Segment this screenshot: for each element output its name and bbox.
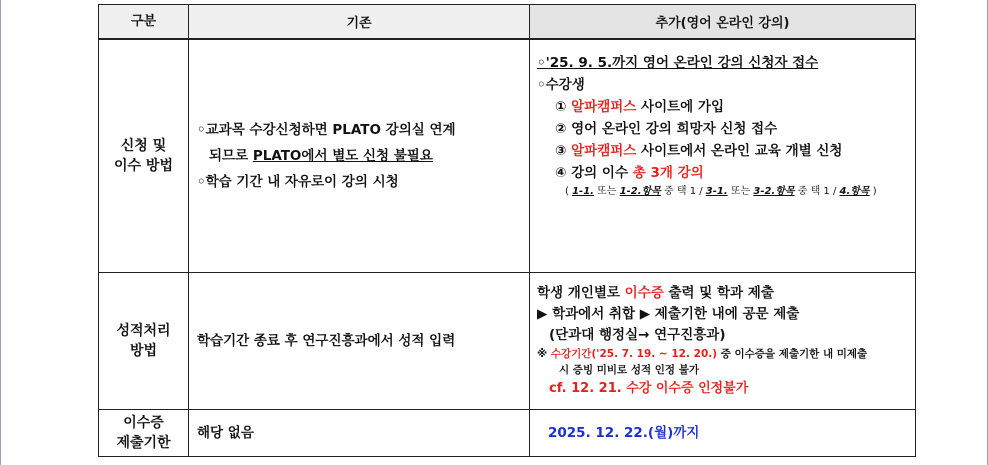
added-grading-cell — [530, 272, 916, 409]
existing-line: 되므로 PLATO에서 별도 신청 불필요 — [209, 147, 433, 164]
added-line: 학생 개인별로 이수증 출력 및 학과 제출 — [537, 284, 774, 301]
table-header-row — [99, 5, 916, 40]
existing-line: ◦교과목 수강신청하면 PLATO 강의실 연계 — [197, 121, 456, 138]
header-added: 추가(영어 온라인 강의) — [530, 5, 916, 40]
header-existing: 기존 — [189, 5, 530, 40]
existing-line: ◦학습 기간 내 자유로이 강의 시청 — [197, 173, 399, 190]
cf-note: cf. 12. 21. 수강 이수증 인정불가 — [549, 380, 749, 396]
notice-line-2: 시 증빙 미비로 성적 인정 불가 — [559, 363, 699, 376]
existing-application-cell — [189, 39, 530, 272]
existing-deadline-cell: 해당 없음 — [189, 409, 530, 456]
table-row-application — [99, 39, 916, 272]
course-choice-note: ( 1-1. 또는 1-2.항목 중 택 1 / 3-1. 또는 3-2.항목 중 택 1 / 4.항목 ) — [565, 186, 877, 198]
comparison-table — [98, 4, 916, 457]
added-deadline-cell: 2025. 12. 22.(월)까지 — [530, 409, 916, 456]
step-1: ① 알파캠퍼스 사이트에 가입 — [555, 99, 725, 116]
table-row-deadline — [99, 409, 916, 456]
added-line: ▶ 학과에서 취합 ▶ 제출기한 내에 공문 제출 — [537, 305, 800, 322]
step-4: ④ 강의 이수 총 3개 강의 — [555, 165, 704, 182]
row-label-application: 신청 및 이수 방법 — [99, 39, 189, 272]
added-application-cell — [530, 39, 916, 272]
row-label-deadline: 이수증 제출기한 — [99, 409, 189, 456]
table-row-grading — [99, 272, 916, 409]
header-category: 구분 — [99, 5, 189, 40]
step-2: ② 영어 온라인 강의 희망자 신청 접수 — [555, 121, 778, 138]
added-line: ◦'25. 9. 5.까지 영어 온라인 강의 신청자 접수 — [537, 55, 819, 72]
existing-grading-cell: 학습기간 종료 후 연구진흥과에서 성적 입력 — [189, 272, 530, 409]
added-line: (단과대 행정실→ 연구진흥과) — [549, 326, 726, 343]
added-line: ◦수강생 — [537, 77, 585, 94]
row-label-grading: 성적처리 방법 — [99, 272, 189, 409]
step-3: ③ 알파캠퍼스 사이트에서 온라인 교육 개별 신청 — [555, 143, 843, 160]
notice: ※ 수강기간('25. 7. 19. ~ 12. 20.) 중 이수증을 제출기한 내 미제출 — [537, 347, 868, 360]
